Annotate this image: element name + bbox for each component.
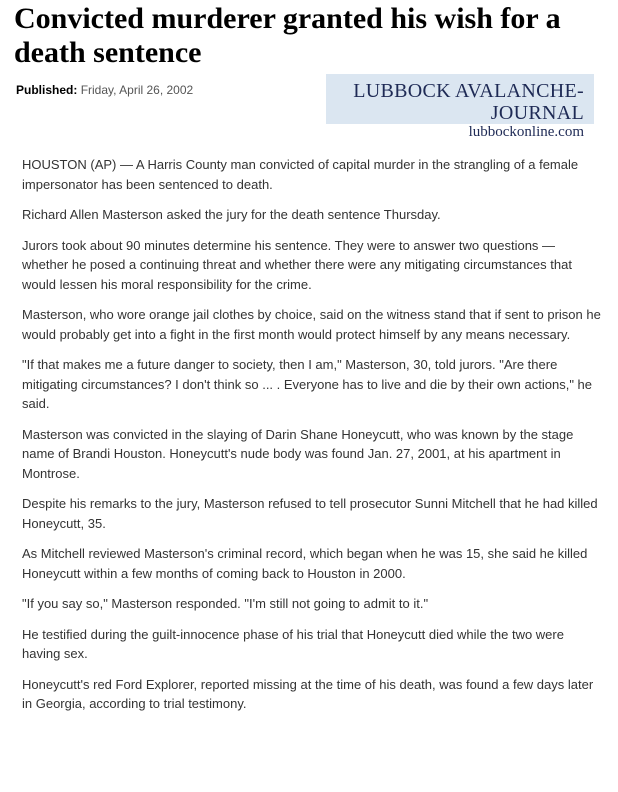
article-paragraph: He testified during the guilt-innocence phase of his trial that Honeycutt died while the two were having sex. xyxy=(22,626,564,661)
article-paragraph: As Mitchell reviewed Masterson's criminal record, which began when he was 15, she said he killed Honeycutt within a few months of coming back to Houston in 2000. xyxy=(22,546,588,581)
article-paragraph: Masterson was convicted in the slaying of Darin Shane Honeycutt, who was known by the stage name of Brandi Houston. Honeycutt's nude body was found Jan. 27, 2001, at his apartment in Montrose. xyxy=(22,426,574,481)
headline: Convicted murderer granted his wish for a death sentence xyxy=(14,2,561,69)
published-label: Published: xyxy=(16,83,78,97)
article-paragraph: "If that makes me a future danger to society, then I am," Masterson, 30, told jurors. "Are there mitigating circumstances? I don't think so ... . Everyone has to live and die by their own actions," he said. xyxy=(22,357,593,411)
article-paragraph: Richard Allen Masterson asked the jury for the death sentence Thursday. xyxy=(22,207,441,222)
article-paragraph: Despite his remarks to the jury, Masterson refused to tell prosecutor Sunni Mitchell that he had killed Honeycutt, 35. xyxy=(22,496,598,531)
newspaper-name: LUBBOCK AVALANCHE-JOURNAL xyxy=(353,80,584,124)
article-paragraph: Masterson, who wore orange jail clothes by choice, said on the witness stand that if sent to prison he would probably get into a fight in the first month would protect himself by any means necessary. xyxy=(22,307,601,342)
article-paragraph: Honeycutt's red Ford Explorer, reported missing at the time of his death, was found a few days later in Georgia, according to trial testimony. xyxy=(22,676,594,711)
publish-info xyxy=(16,83,193,97)
article-paragraph: Jurors took about 90 minutes determine his sentence. They were to answer two questions — whether he posed a continuing threat and whether there were any mitigating circumstances that would lessen his moral responsibility for the crime. xyxy=(22,237,572,292)
article-paragraph: "If you say so," Masterson responded. "I'm still not going to admit to it." xyxy=(22,596,429,611)
newspaper-url: lubbockonline.com xyxy=(468,124,584,140)
article-body xyxy=(22,155,602,725)
published-date: Friday, April 26, 2002 xyxy=(80,83,194,97)
article-paragraph: HOUSTON (AP) — A Harris County man convicted of capital murder in the strangling of a female impersonator has been sentenced to death. xyxy=(22,157,579,192)
newspaper-masthead-logo xyxy=(326,74,594,140)
